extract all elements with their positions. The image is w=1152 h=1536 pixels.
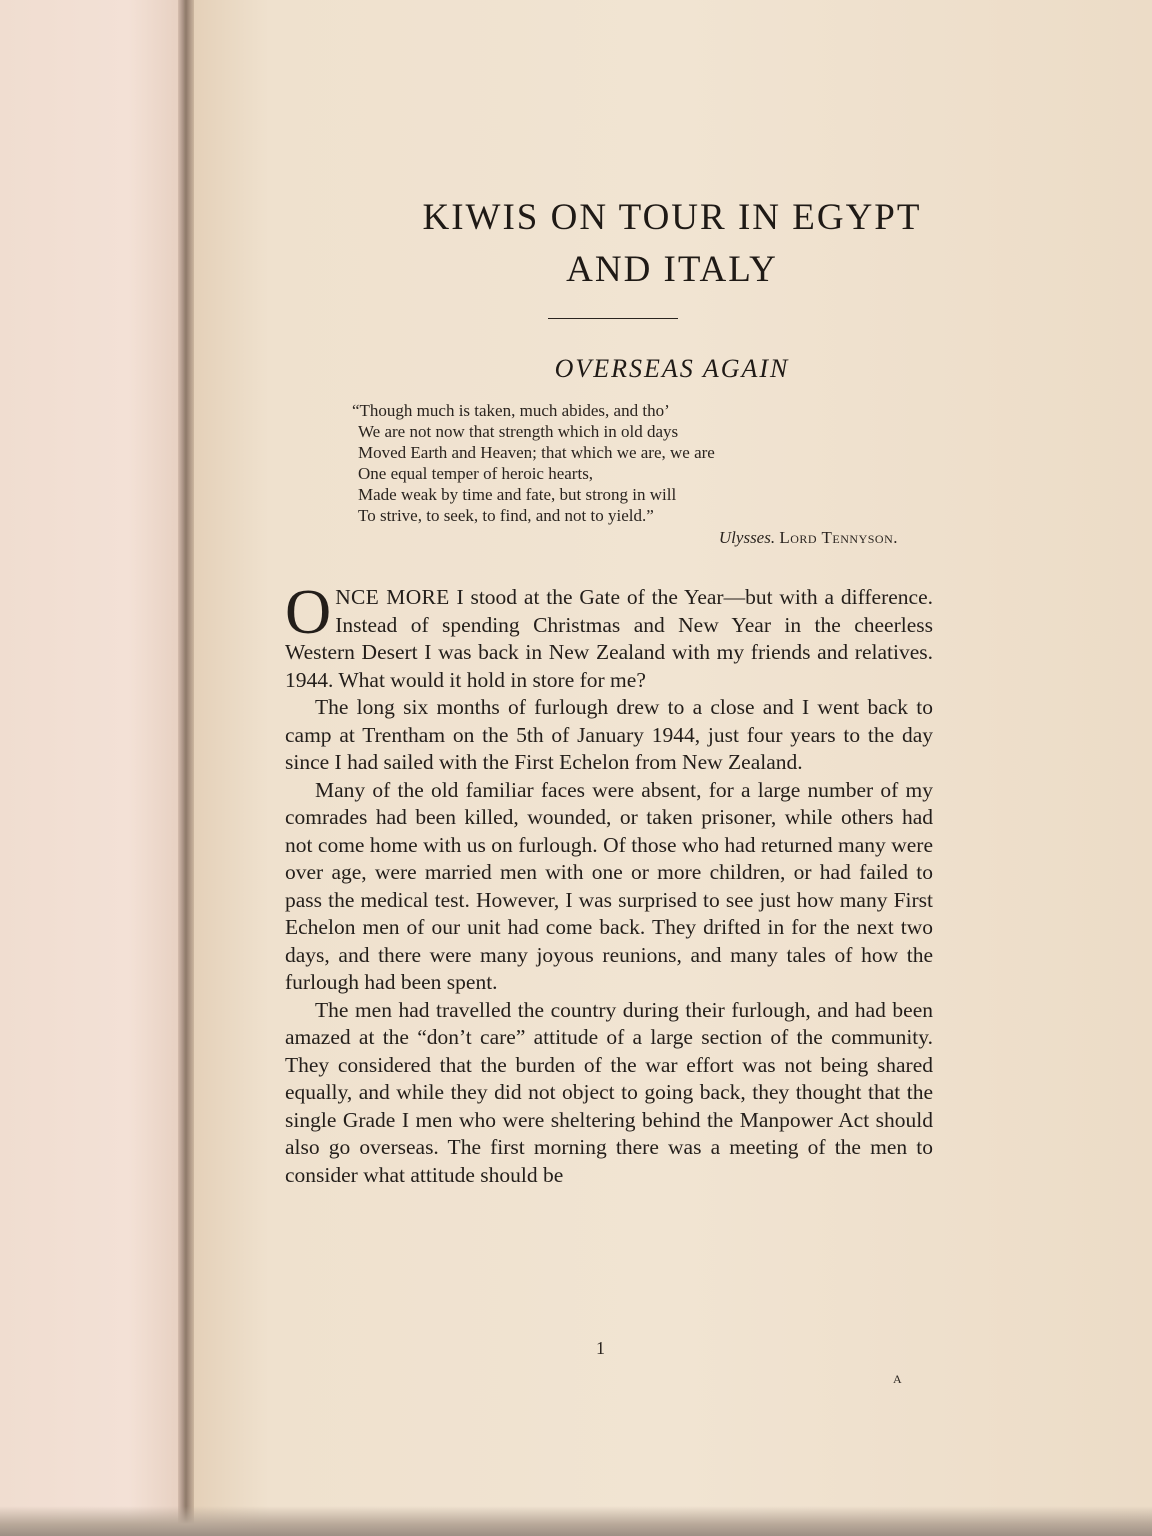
opening-words: NCE MORE [335,585,450,609]
title-rule [548,318,678,319]
epigraph-line: To strive, to seek, to find, and not to yield.” [358,506,654,525]
paragraph-4: The men had travelled the country during their furlough, and had been amazed at the “don’t care” attitude of a large section of the community. They considered that the burden of the war effort was not being shared equally, and while they did not object to going back, they thought that the single Grade I men who were sheltering behind the Manpower Act should also go overseas. The first morning there was a meeting of the men to consider what attitude should be [285,997,933,1187]
section-heading: OVERSEAS AGAIN [554,354,790,383]
epigraph-line: “Though much is taken, much abides, and tho’ [352,401,670,420]
epigraph-attribution [719,528,898,548]
paragraph-3: Many of the old familiar faces were absent, for a large number of my comrades had been killed, wounded, or taken prisoner, while others had not come home with us on furlough. Of those who had returned many were over age, were married men with one or more children, or had failed to pass the medical test. However, I was surprised to see just how many First Echelon men of our unit had come back. They drifted in for the next two days, and there were many joyous reunions, and many tales of how the furlough had been spent. [285,777,933,994]
epigraph-line: Moved Earth and Heaven; that which we are, we are [358,443,715,462]
page-number: 1 [596,1338,605,1358]
paragraph-1 [285,576,933,694]
drop-cap: O [285,576,332,647]
epigraph-work: Ulysses. [718,528,776,547]
signature-mark: A [893,1372,902,1386]
body-text [285,576,933,1189]
epigraph-author: Lord Tennyson. [779,528,898,547]
epigraph-poem [352,400,715,526]
epigraph-line: We are not now that strength which in old days [358,422,679,441]
book-title-line-2: AND ITALY [566,249,778,290]
epigraph-line: Made weak by time and fate, but strong in will [358,485,677,504]
paragraph-2: The long six months of furlough drew to a close and I went back to camp at Trentham on the 5th of January 1944, just four years to the day since I had sailed with the First Echelon from New Zealand. [285,695,933,774]
book-title-line-1: KIWIS ON TOUR IN EGYPT [422,197,922,238]
paragraph-1-text: I stood at the Gate of the Year—but with a difference. Instead of spending Christmas and New Year in the cheerless Western Desert I was back in New Zealand with my friends and relatives. 1944. What would it hold in store for me? [285,585,933,692]
epigraph-line: One equal temper of heroic hearts, [358,464,594,483]
